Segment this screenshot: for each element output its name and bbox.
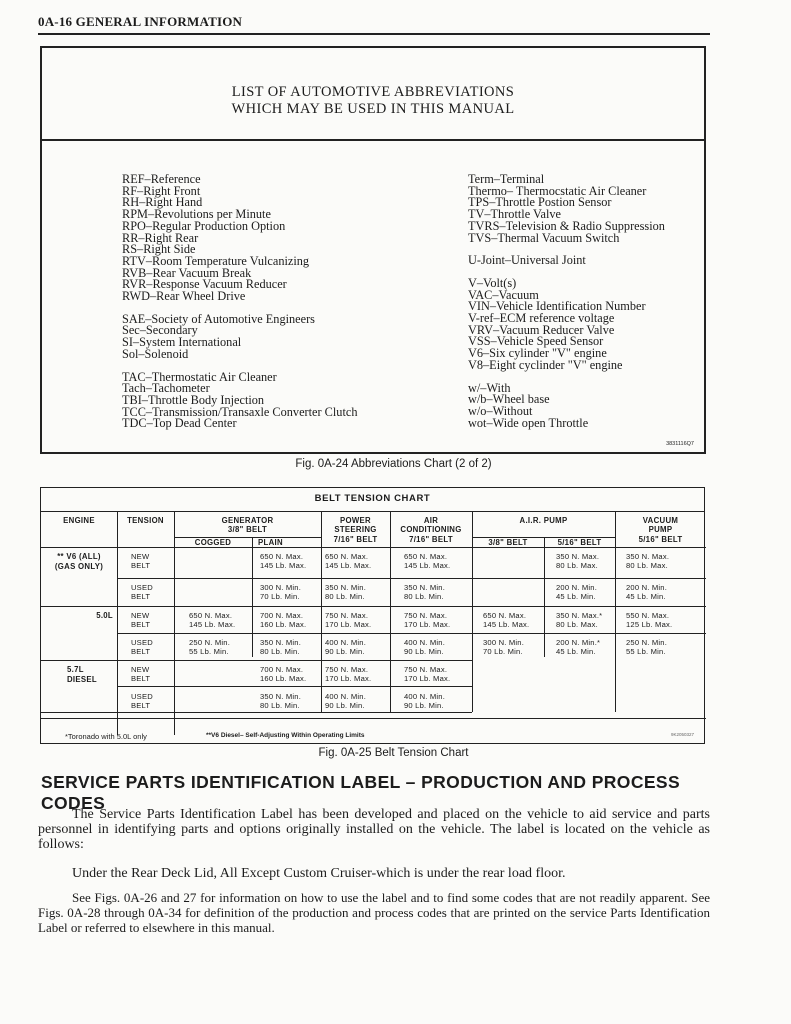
col-header-air-pump-38: 3/8" BELT xyxy=(488,538,528,547)
abbreviations-title-line2: WHICH MAY BE USED IN THIS MANUAL xyxy=(231,101,515,117)
belt-cell-e50-used-ps: 400 N. Min. 90 Lb. Min. xyxy=(325,638,367,656)
belt-cell-e50-used-aira: 300 N. Min. 70 Lb. Min. xyxy=(483,638,525,656)
abbreviation-entry: w/o–Without xyxy=(468,403,533,418)
paragraph: See Figs. 0A-26 and 27 for information on how to use the label and to find some codes that are not readily apparent. See Figs. 0A-28 through 0A-34 for definition of the production and process codes that are printed on the service Parts Identification Label or referred to elsewhere in this manual. xyxy=(38,890,710,935)
abbreviation-entry: VAC–Vacuum xyxy=(468,287,539,302)
grid-line xyxy=(117,686,472,687)
belt-cell-v6-new-ps: 650 N. Max. 145 Lb. Max. xyxy=(325,552,372,570)
belt-cell-e57-new-plain: 700 N. Max. 160 Lb. Max. xyxy=(260,665,307,683)
abbreviation-entry: V-ref–ECM reference voltage xyxy=(468,311,615,326)
col-header-air-conditioning: CONDITIONING xyxy=(400,525,462,534)
grid-line xyxy=(544,537,545,657)
abbreviation-entry: w/–With xyxy=(468,380,511,395)
figure-caption-25: Fig. 0A-25 Belt Tension Chart xyxy=(318,747,469,759)
abbreviations-left-column xyxy=(122,174,357,430)
abbreviation-entry: Tach–Tachometer xyxy=(122,381,210,396)
abbreviation-entry: RR–Right Rear xyxy=(122,230,199,245)
belt-cell-v6-used-airb: 200 N. Min. 45 Lb. Min. xyxy=(556,583,598,601)
belt-cell-e50-used-airb: 200 N. Min.* 45 Lb. Min. xyxy=(556,638,601,656)
abbreviation-entry: TAC–Thermostatic Air Cleaner xyxy=(122,369,277,384)
abbreviation-entry: SAE–Society of Automotive Engineers xyxy=(122,311,315,326)
abbreviation-entry: RPO–Regular Production Option xyxy=(122,218,286,233)
belt-cell-v6-new-airb: 350 N. Max. 80 Lb. Max. xyxy=(556,552,600,570)
abbreviation-entry: RH–Right Hand xyxy=(122,195,203,210)
abbreviation-entry: TCC–Transmission/Transaxle Converter Clutch xyxy=(122,404,358,419)
abbreviation-entry: RVB–Rear Vacuum Break xyxy=(122,265,252,280)
paragraph: Under the Rear Deck Lid, All Except Custom Cruiser-which is under the rear load floor. xyxy=(72,866,566,881)
abbreviation-entry: V6–Six cylinder "V" engine xyxy=(468,346,607,361)
belt-footnote-toronado: *Toronado with 5.0L only xyxy=(65,732,147,741)
abbreviation-entry: TVS–Thermal Vacuum Switch xyxy=(468,230,620,245)
abbreviation-entry: Thermo– Thermocstatic Air Cleaner xyxy=(468,183,647,198)
col-header-engine: ENGINE xyxy=(63,516,95,525)
page-header: 0A-16 GENERAL INFORMATION xyxy=(38,14,243,29)
col-header-plain: PLAIN xyxy=(258,538,283,547)
figure-code: 9K2050327 xyxy=(670,732,694,737)
tension-new: NEW BELT xyxy=(131,665,151,683)
abbreviation-entry: wot–Wide open Throttle xyxy=(468,415,589,430)
belt-cell-v6-used-ac: 350 N. Min. 80 Lb. Min. xyxy=(404,583,446,601)
figure-caption-24: Fig. 0A-24 Abbreviations Chart (2 of 2) xyxy=(295,458,492,470)
engine-5-7l: DIESEL xyxy=(67,675,97,684)
belt-cell-v6-new-vac: 350 N. Max. 80 Lb. Max. xyxy=(626,552,670,570)
belt-cell-e50-new-vac: 550 N. Max. 125 Lb. Max. xyxy=(626,611,673,629)
tension-used: USED BELT xyxy=(131,583,153,601)
belt-cell-v6-used-vac: 200 N. Min. 45 Lb. Min. xyxy=(626,583,668,601)
col-header-power-steering: POWER xyxy=(340,516,371,525)
abbreviation-entry: RPM–Revolutions per Minute xyxy=(122,207,271,222)
belt-cell-e57-used-plain: 350 N. Min. 80 Lb. Min. xyxy=(260,692,302,710)
grid-line xyxy=(41,606,706,607)
abbreviation-entry: RF–Right Front xyxy=(122,183,201,198)
belt-cell-e50-used-ac: 400 N. Min. 90 Lb. Min. xyxy=(404,638,446,656)
engine-5-0l: 5.0L xyxy=(96,611,113,620)
belt-cell-e50-new-airb: 350 N. Max.* 80 Lb. Max. xyxy=(556,611,603,629)
col-header-tension: TENSION xyxy=(127,516,164,525)
abbreviation-entry: TBI–Throttle Body Injection xyxy=(122,392,265,407)
paragraph: The Service Parts Identification Label has been developed and placed on the vehicle to aid service and parts personnel in identifying parts and options originally installed on the vehicle. The label is located on the vehicle as follows: xyxy=(38,807,710,852)
belt-cell-v6-used-ps: 350 N. Min. 80 Lb. Min. xyxy=(325,583,367,601)
abbreviation-entry: V8–Eight cyclinder "V" engine xyxy=(468,357,623,372)
belt-cell-e50-new-ac: 750 N. Max. 170 Lb. Max. xyxy=(404,611,451,629)
abbreviation-entry: TV–Throttle Valve xyxy=(468,207,562,222)
col-header-vacuum-pump: VACUUM xyxy=(642,516,679,525)
belt-cell-v6-used-plain: 300 N. Min. 70 Lb. Min. xyxy=(260,583,302,601)
col-header-generator: GENERATOR xyxy=(221,516,274,525)
abbreviation-entry: U-Joint–Universal Joint xyxy=(468,253,586,268)
grid-line xyxy=(41,547,706,548)
belt-cell-e50-new-aira: 650 N. Max. 145 Lb. Max. xyxy=(483,611,530,629)
section-title: SERVICE PARTS IDENTIFICATION LABEL – PRODUCTION AND PROCESS CODES xyxy=(41,772,681,813)
belt-cell-e57-new-ps: 750 N. Max. 170 Lb. Max. xyxy=(325,665,372,683)
belt-cell-e50-used-cog: 250 N. Min. 55 Lb. Min. xyxy=(189,638,231,656)
abbreviation-entry: RVR–Response Vacuum Reducer xyxy=(122,277,287,292)
abbreviation-entry: VSS–Vehicle Speed Sensor xyxy=(468,334,604,349)
grid-line xyxy=(41,712,472,713)
abbreviation-entry: RWD–Rear Wheel Drive xyxy=(122,289,246,304)
tension-used: USED BELT xyxy=(131,638,153,656)
engine-v6: (GAS ONLY) xyxy=(54,562,104,571)
abbreviations-title-line1: LIST OF AUTOMOTIVE ABBREVIATIONS xyxy=(231,84,515,100)
engine-5-7l: 5.7L xyxy=(67,665,84,674)
col-header-power-steering: 7/16" BELT xyxy=(333,535,378,544)
tension-new: NEW BELT xyxy=(131,552,151,570)
abbreviation-entry: RS–Right Side xyxy=(122,242,196,257)
grid-line xyxy=(252,537,253,657)
abbreviations-chart xyxy=(40,46,706,454)
abbreviations-title xyxy=(42,48,704,141)
abbreviation-entry: VIN–Vehicle Identification Number xyxy=(468,299,646,314)
abbreviation-entry: VRV–Vacuum Reducer Valve xyxy=(468,322,615,337)
belt-chart-title: BELT TENSION CHART xyxy=(41,488,704,512)
grid-line xyxy=(117,512,118,735)
col-header-air-pump: A.I.R. PUMP xyxy=(519,516,568,525)
abbreviation-entry: TVRS–Television & Radio Suppression xyxy=(468,218,665,233)
grid-line xyxy=(41,718,706,719)
belt-footnote-v6-diesel: **V6 Diesel– Self-Adjusting Within Operating Limits xyxy=(206,732,365,739)
grid-line xyxy=(41,660,472,661)
abbreviation-entry: w/b–Wheel base xyxy=(468,392,550,407)
belt-cell-e50-used-plain: 350 N. Min. 80 Lb. Min. xyxy=(260,638,302,656)
belt-cell-e50-used-vac: 250 N. Min. 55 Lb. Min. xyxy=(626,638,668,656)
col-header-air-conditioning: 7/16" BELT xyxy=(409,535,453,544)
belt-tension-chart xyxy=(40,487,705,744)
abbreviation-entry: Sol–Solenoid xyxy=(122,346,189,361)
engine-v6: ** V6 (ALL) xyxy=(57,552,101,561)
abbreviation-entry: TDC–Top Dead Center xyxy=(122,416,237,431)
abbreviation-entry: RTV–Room Temperature Vulcanizing xyxy=(122,253,310,268)
col-header-generator-sub: 3/8" BELT xyxy=(227,525,268,534)
col-header-power-steering: STEERING xyxy=(334,525,377,534)
belt-cell-e57-new-ac: 750 N. Max. 170 Lb. Max. xyxy=(404,665,451,683)
belt-cell-e50-new-cog: 650 N. Max. 145 Lb. Max. xyxy=(189,611,236,629)
col-header-air-conditioning: AIR xyxy=(423,516,439,525)
belt-cell-v6-new-plain: 650 N. Max. 145 Lb. Max. xyxy=(260,552,307,570)
abbreviations-right-column xyxy=(468,174,665,429)
abbreviation-entry: Sec–Secondary xyxy=(122,323,198,338)
belt-cell-v6-new-ac: 650 N. Max. 145 Lb. Max. xyxy=(404,552,451,570)
abbreviation-entry: SI–System International xyxy=(122,335,242,350)
tension-new: NEW BELT xyxy=(131,611,151,629)
abbreviation-entry: REF–Reference xyxy=(122,172,201,186)
col-header-air-pump-516: 5/16" BELT xyxy=(557,538,602,547)
figure-code: 3831116Q7 xyxy=(666,441,694,447)
abbreviation-entry: TPS–Throttle Postion Sensor xyxy=(468,195,612,210)
grid-line xyxy=(117,633,706,634)
belt-cell-e50-new-ps: 750 N. Max. 170 Lb. Max. xyxy=(325,611,372,629)
col-header-vacuum-pump: 5/16" BELT xyxy=(638,535,683,544)
belt-cell-e57-used-ac: 400 N. Min. 90 Lb. Min. xyxy=(404,692,446,710)
header-rule xyxy=(38,33,710,35)
belt-cell-e50-new-plain: 700 N. Max. 160 Lb. Max. xyxy=(260,611,307,629)
abbreviation-entry: Term–Terminal xyxy=(468,172,545,186)
col-header-cogged: COGGED xyxy=(194,538,232,547)
col-header-vacuum-pump: PUMP xyxy=(648,525,673,534)
grid-line xyxy=(117,578,706,579)
abbreviation-entry: V–Volt(s) xyxy=(468,275,517,290)
tension-used: USED BELT xyxy=(131,692,153,710)
belt-cell-e57-used-ps: 400 N. Min. 90 Lb. Min. xyxy=(325,692,367,710)
